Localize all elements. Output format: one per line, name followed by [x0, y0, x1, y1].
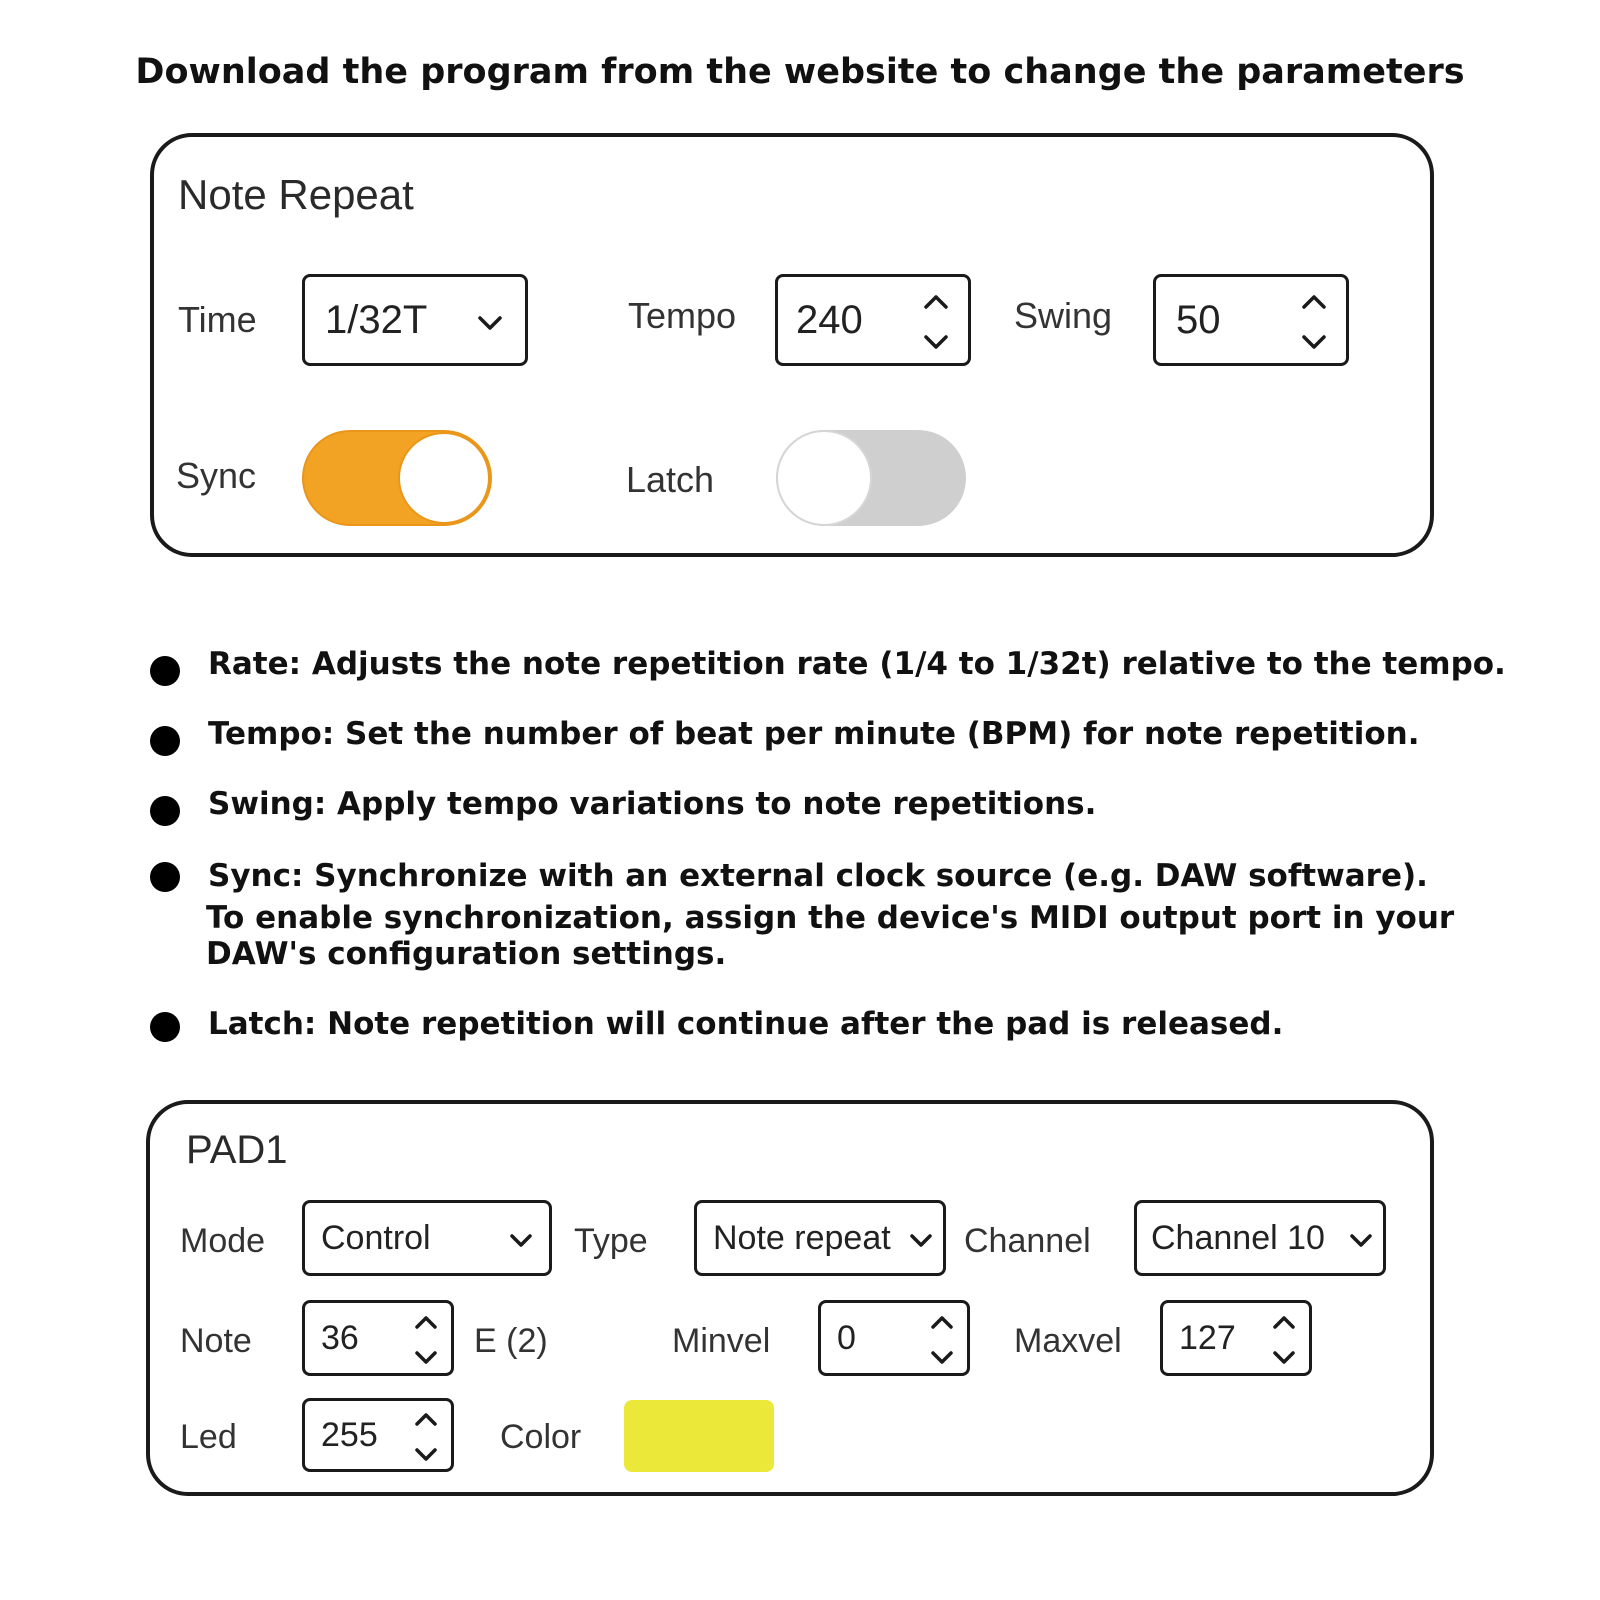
toggle-knob [778, 432, 870, 524]
swing-spinbox[interactable] [1153, 274, 1349, 366]
spinner-up-down-icon[interactable] [413, 1315, 439, 1365]
note-value: 36 [321, 1318, 359, 1357]
channel-label: Channel [964, 1222, 1091, 1260]
minvel-value: 0 [837, 1318, 856, 1357]
swing-label: Swing [1014, 295, 1113, 336]
bullet-icon [150, 862, 180, 892]
color-swatch[interactable] [624, 1400, 774, 1472]
maxvel-spinbox[interactable] [1160, 1300, 1312, 1376]
maxvel-label: Maxvel [1014, 1322, 1122, 1360]
type-select[interactable] [694, 1200, 946, 1276]
mode-value: Control [321, 1218, 431, 1257]
led-value: 255 [321, 1415, 378, 1454]
minvel-spinbox[interactable] [818, 1300, 970, 1376]
spinner-up-down-icon[interactable] [1271, 1315, 1297, 1365]
chevron-down-icon [477, 315, 503, 331]
note-label: Note [180, 1322, 252, 1360]
channel-select[interactable] [1134, 1200, 1386, 1276]
note-name: E (2) [474, 1322, 548, 1360]
chevron-down-icon [1349, 1233, 1373, 1248]
tempo-spinbox[interactable] [775, 274, 971, 366]
note-repeat-title: Note Repeat [178, 171, 414, 218]
note-spinbox[interactable] [302, 1300, 454, 1376]
channel-value: Channel 10 [1151, 1218, 1325, 1257]
pad-title: PAD1 [186, 1128, 288, 1172]
latch-toggle[interactable] [776, 430, 966, 526]
spinner-up-down-icon[interactable] [1300, 293, 1328, 351]
bullet-icon [150, 796, 180, 826]
mode-label: Mode [180, 1222, 266, 1260]
time-label: Time [178, 299, 257, 340]
tempo-label: Tempo [628, 295, 737, 336]
pad-settings-panel [146, 1100, 1434, 1496]
minvel-label: Minvel [672, 1322, 771, 1360]
latch-label: Latch [626, 459, 715, 500]
spinner-up-down-icon[interactable] [929, 1315, 955, 1365]
spinner-up-down-icon[interactable] [413, 1412, 439, 1462]
type-value: Note repeat [713, 1218, 891, 1257]
tempo-value: 240 [796, 297, 863, 342]
led-spinbox[interactable] [302, 1398, 454, 1472]
sync-label: Sync [176, 455, 257, 496]
bullet-icon [150, 726, 180, 756]
spinner-up-down-icon[interactable] [922, 293, 950, 351]
page-heading: Download the program from the website to change the parameters [135, 52, 1465, 92]
mode-select[interactable] [302, 1200, 552, 1276]
type-label: Type [574, 1222, 648, 1260]
chevron-down-icon [509, 1233, 533, 1248]
color-label: Color [500, 1418, 582, 1456]
sync-toggle[interactable] [302, 430, 492, 526]
bullet-icon [150, 656, 180, 686]
time-select[interactable] [302, 274, 528, 366]
chevron-down-icon [909, 1233, 933, 1248]
led-label: Led [180, 1418, 237, 1456]
swing-value: 50 [1176, 297, 1221, 342]
toggle-knob [400, 434, 488, 522]
time-value: 1/32T [325, 297, 428, 342]
note-repeat-panel [150, 133, 1434, 557]
bullet-icon [150, 1012, 180, 1042]
maxvel-value: 127 [1179, 1318, 1236, 1357]
